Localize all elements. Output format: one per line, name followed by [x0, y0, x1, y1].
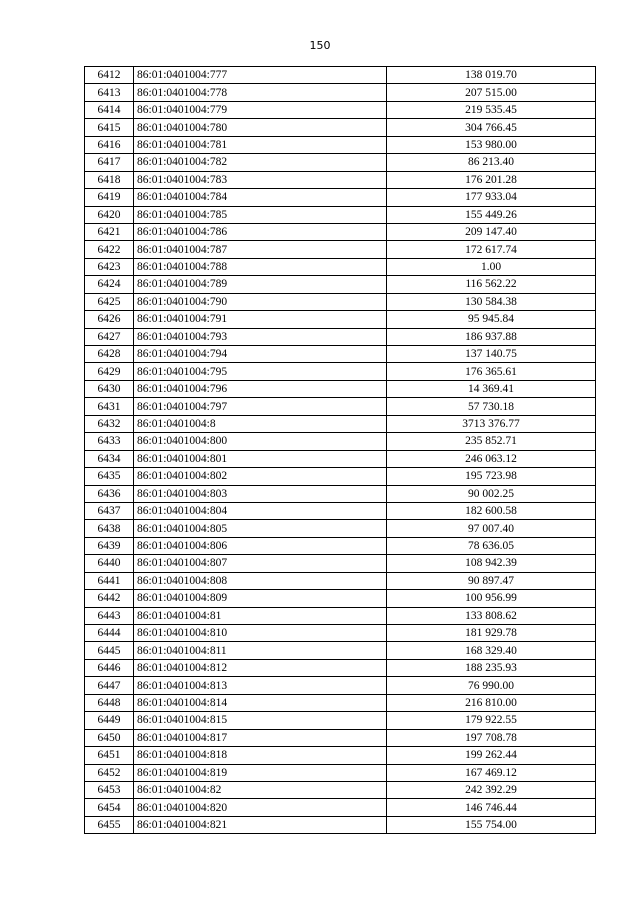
cadastral-value-cell: 199 262.44: [387, 747, 596, 764]
table-row: [85, 729, 596, 746]
table-row: [85, 398, 596, 415]
cadastral-number-cell: 86:01:0401004:814: [134, 694, 387, 711]
row-number-cell: 6438: [85, 520, 134, 537]
table-row: [85, 450, 596, 467]
table-row: [85, 415, 596, 432]
cadastral-value-cell: 100 956.99: [387, 590, 596, 607]
cadastral-value-cell: 186 937.88: [387, 328, 596, 345]
cadastral-number-cell: 86:01:0401004:782: [134, 154, 387, 171]
table-row: [85, 799, 596, 816]
cadastral-value-cell: 90 002.25: [387, 485, 596, 502]
table-row: [85, 659, 596, 676]
cadastral-number-cell: 86:01:0401004:788: [134, 258, 387, 275]
cadastral-number-cell: 86:01:0401004:790: [134, 293, 387, 310]
cadastral-number-cell: 86:01:0401004:795: [134, 363, 387, 380]
cadastral-number-cell: 86:01:0401004:812: [134, 659, 387, 676]
table-row: [85, 189, 596, 206]
cadastral-value-cell: 176 365.61: [387, 363, 596, 380]
table-row: [85, 764, 596, 781]
cadastral-number-cell: 86:01:0401004:777: [134, 67, 387, 84]
cadastral-value-cell: 167 469.12: [387, 764, 596, 781]
table-row: [85, 555, 596, 572]
cadastral-value-cell: 90 897.47: [387, 572, 596, 589]
cadastral-value-cell: 219 535.45: [387, 101, 596, 118]
cadastral-value-cell: 168 329.40: [387, 642, 596, 659]
cadastral-number-cell: 86:01:0401004:793: [134, 328, 387, 345]
table-row: [85, 642, 596, 659]
row-number-cell: 6429: [85, 363, 134, 380]
table-row: [85, 694, 596, 711]
cadastral-value-cell: 153 980.00: [387, 136, 596, 153]
cadastral-number-cell: 86:01:0401004:801: [134, 450, 387, 467]
table-row: [85, 363, 596, 380]
cadastral-number-cell: 86:01:0401004:806: [134, 537, 387, 554]
cadastral-value-cell: 76 990.00: [387, 677, 596, 694]
cadastral-number-cell: 86:01:0401004:818: [134, 747, 387, 764]
cadastral-value-cell: 1.00: [387, 258, 596, 275]
row-number-cell: 6455: [85, 816, 134, 833]
row-number-cell: 6435: [85, 468, 134, 485]
cadastral-value-cell: 246 063.12: [387, 450, 596, 467]
cadastral-value-cell: 172 617.74: [387, 241, 596, 258]
cadastral-value-cell: 182 600.58: [387, 502, 596, 519]
row-number-cell: 6453: [85, 781, 134, 798]
table-row: [85, 747, 596, 764]
table-row: [85, 607, 596, 624]
row-number-cell: 6425: [85, 293, 134, 310]
row-number-cell: 6451: [85, 747, 134, 764]
cadastral-number-cell: 86:01:0401004:791: [134, 311, 387, 328]
table-row: [85, 520, 596, 537]
row-number-cell: 6440: [85, 555, 134, 572]
cadastral-number-cell: 86:01:0401004:781: [134, 136, 387, 153]
cadastral-number-cell: 86:01:0401004:810: [134, 625, 387, 642]
cadastral-number-cell: 86:01:0401004:808: [134, 572, 387, 589]
cadastral-number-cell: 86:01:0401004:785: [134, 206, 387, 223]
row-number-cell: 6415: [85, 119, 134, 136]
cadastral-value-cell: 95 945.84: [387, 311, 596, 328]
row-number-cell: 6449: [85, 712, 134, 729]
table-row: [85, 816, 596, 833]
cadastral-number-cell: 86:01:0401004:81: [134, 607, 387, 624]
row-number-cell: 6446: [85, 659, 134, 676]
cadastral-number-cell: 86:01:0401004:789: [134, 276, 387, 293]
cadastral-value-cell: 207 515.00: [387, 84, 596, 101]
table-row: [85, 206, 596, 223]
table-row: [85, 293, 596, 310]
cadastral-number-cell: 86:01:0401004:8: [134, 415, 387, 432]
table-row: [85, 590, 596, 607]
cadastral-value-cell: 197 708.78: [387, 729, 596, 746]
cadastral-number-cell: 86:01:0401004:821: [134, 816, 387, 833]
cadastral-value-cell: 57 730.18: [387, 398, 596, 415]
cadastral-value-cell: 181 929.78: [387, 625, 596, 642]
cadastral-number-cell: 86:01:0401004:784: [134, 189, 387, 206]
table-row: [85, 136, 596, 153]
cadastral-value-cell: 14 369.41: [387, 380, 596, 397]
row-number-cell: 6452: [85, 764, 134, 781]
cadastral-value-cell: 130 584.38: [387, 293, 596, 310]
row-number-cell: 6447: [85, 677, 134, 694]
cadastral-value-cell: 138 019.70: [387, 67, 596, 84]
table-row: [85, 712, 596, 729]
cadastral-value-cell: 304 766.45: [387, 119, 596, 136]
cadastral-value-cell: 155 754.00: [387, 816, 596, 833]
page-number: 150: [309, 39, 331, 52]
table-row: [85, 276, 596, 293]
cadastral-value-cell: 177 933.04: [387, 189, 596, 206]
cadastral-number-cell: 86:01:0401004:805: [134, 520, 387, 537]
table-row: [85, 119, 596, 136]
cadastral-value-cell: 116 562.22: [387, 276, 596, 293]
cadastral-value-cell: 179 922.55: [387, 712, 596, 729]
row-number-cell: 6433: [85, 433, 134, 450]
table-row: [85, 572, 596, 589]
row-number-cell: 6422: [85, 241, 134, 258]
row-number-cell: 6423: [85, 258, 134, 275]
table-row: [85, 171, 596, 188]
cadastral-value-cell: 78 636.05: [387, 537, 596, 554]
cadastral-number-cell: 86:01:0401004:817: [134, 729, 387, 746]
table-row: [85, 223, 596, 240]
table-row: [85, 625, 596, 642]
table-row: [85, 328, 596, 345]
table-row: [85, 101, 596, 118]
cadastral-number-cell: 86:01:0401004:809: [134, 590, 387, 607]
cadastral-value-cell: 235 852.71: [387, 433, 596, 450]
row-number-cell: 6426: [85, 311, 134, 328]
cadastral-number-cell: 86:01:0401004:794: [134, 346, 387, 363]
row-number-cell: 6432: [85, 415, 134, 432]
table-row: [85, 468, 596, 485]
cadastral-number-cell: 86:01:0401004:787: [134, 241, 387, 258]
row-number-cell: 6436: [85, 485, 134, 502]
cadastral-number-cell: 86:01:0401004:803: [134, 485, 387, 502]
row-number-cell: 6424: [85, 276, 134, 293]
cadastral-value-cell: 146 746.44: [387, 799, 596, 816]
cadastral-value-cell: 108 942.39: [387, 555, 596, 572]
cadastral-value-cell: 86 213.40: [387, 154, 596, 171]
cadastral-value-cell: 137 140.75: [387, 346, 596, 363]
table-row: [85, 537, 596, 554]
table-row: [85, 502, 596, 519]
cadastral-number-cell: 86:01:0401004:802: [134, 468, 387, 485]
cadastral-number-cell: 86:01:0401004:82: [134, 781, 387, 798]
row-number-cell: 6413: [85, 84, 134, 101]
row-number-cell: 6434: [85, 450, 134, 467]
row-number-cell: 6420: [85, 206, 134, 223]
table-row: [85, 433, 596, 450]
row-number-cell: 6427: [85, 328, 134, 345]
cadastral-number-cell: 86:01:0401004:813: [134, 677, 387, 694]
table-row: [85, 311, 596, 328]
table-row: [85, 677, 596, 694]
cadastral-value-cell: 209 147.40: [387, 223, 596, 240]
cadastral-value-cell: 188 235.93: [387, 659, 596, 676]
table-body: [85, 67, 596, 834]
row-number-cell: 6416: [85, 136, 134, 153]
table-row: [85, 485, 596, 502]
cadastral-number-cell: 86:01:0401004:819: [134, 764, 387, 781]
cadastral-number-cell: 86:01:0401004:796: [134, 380, 387, 397]
table-row: [85, 241, 596, 258]
row-number-cell: 6430: [85, 380, 134, 397]
table-row: [85, 67, 596, 84]
table-row: [85, 84, 596, 101]
cadastral-number-cell: 86:01:0401004:778: [134, 84, 387, 101]
row-number-cell: 6454: [85, 799, 134, 816]
cadastral-value-cell: 242 392.29: [387, 781, 596, 798]
row-number-cell: 6414: [85, 101, 134, 118]
table-row: [85, 781, 596, 798]
row-number-cell: 6444: [85, 625, 134, 642]
row-number-cell: 6445: [85, 642, 134, 659]
cadastral-number-cell: 86:01:0401004:804: [134, 502, 387, 519]
cadastral-number-cell: 86:01:0401004:783: [134, 171, 387, 188]
cadastral-number-cell: 86:01:0401004:807: [134, 555, 387, 572]
row-number-cell: 6450: [85, 729, 134, 746]
row-number-cell: 6419: [85, 189, 134, 206]
row-number-cell: 6443: [85, 607, 134, 624]
cadastral-value-cell: 216 810.00: [387, 694, 596, 711]
row-number-cell: 6448: [85, 694, 134, 711]
cadastral-value-cell: 176 201.28: [387, 171, 596, 188]
cadastral-value-cell: 3713 376.77: [387, 415, 596, 432]
cadastral-value-cell: 195 723.98: [387, 468, 596, 485]
row-number-cell: 6441: [85, 572, 134, 589]
table-row: [85, 380, 596, 397]
row-number-cell: 6442: [85, 590, 134, 607]
cadastral-number-cell: 86:01:0401004:811: [134, 642, 387, 659]
cadastral-value-table: [84, 66, 596, 834]
cadastral-number-cell: 86:01:0401004:820: [134, 799, 387, 816]
cadastral-value-cell: 97 007.40: [387, 520, 596, 537]
row-number-cell: 6418: [85, 171, 134, 188]
cadastral-number-cell: 86:01:0401004:815: [134, 712, 387, 729]
cadastral-number-cell: 86:01:0401004:779: [134, 101, 387, 118]
cadastral-number-cell: 86:01:0401004:780: [134, 119, 387, 136]
cadastral-value-cell: 155 449.26: [387, 206, 596, 223]
row-number-cell: 6431: [85, 398, 134, 415]
row-number-cell: 6421: [85, 223, 134, 240]
row-number-cell: 6437: [85, 502, 134, 519]
table-row: [85, 154, 596, 171]
cadastral-value-cell: 133 808.62: [387, 607, 596, 624]
row-number-cell: 6412: [85, 67, 134, 84]
row-number-cell: 6417: [85, 154, 134, 171]
row-number-cell: 6428: [85, 346, 134, 363]
table-row: [85, 346, 596, 363]
cadastral-number-cell: 86:01:0401004:786: [134, 223, 387, 240]
table-row: [85, 258, 596, 275]
cadastral-number-cell: 86:01:0401004:797: [134, 398, 387, 415]
cadastral-number-cell: 86:01:0401004:800: [134, 433, 387, 450]
row-number-cell: 6439: [85, 537, 134, 554]
